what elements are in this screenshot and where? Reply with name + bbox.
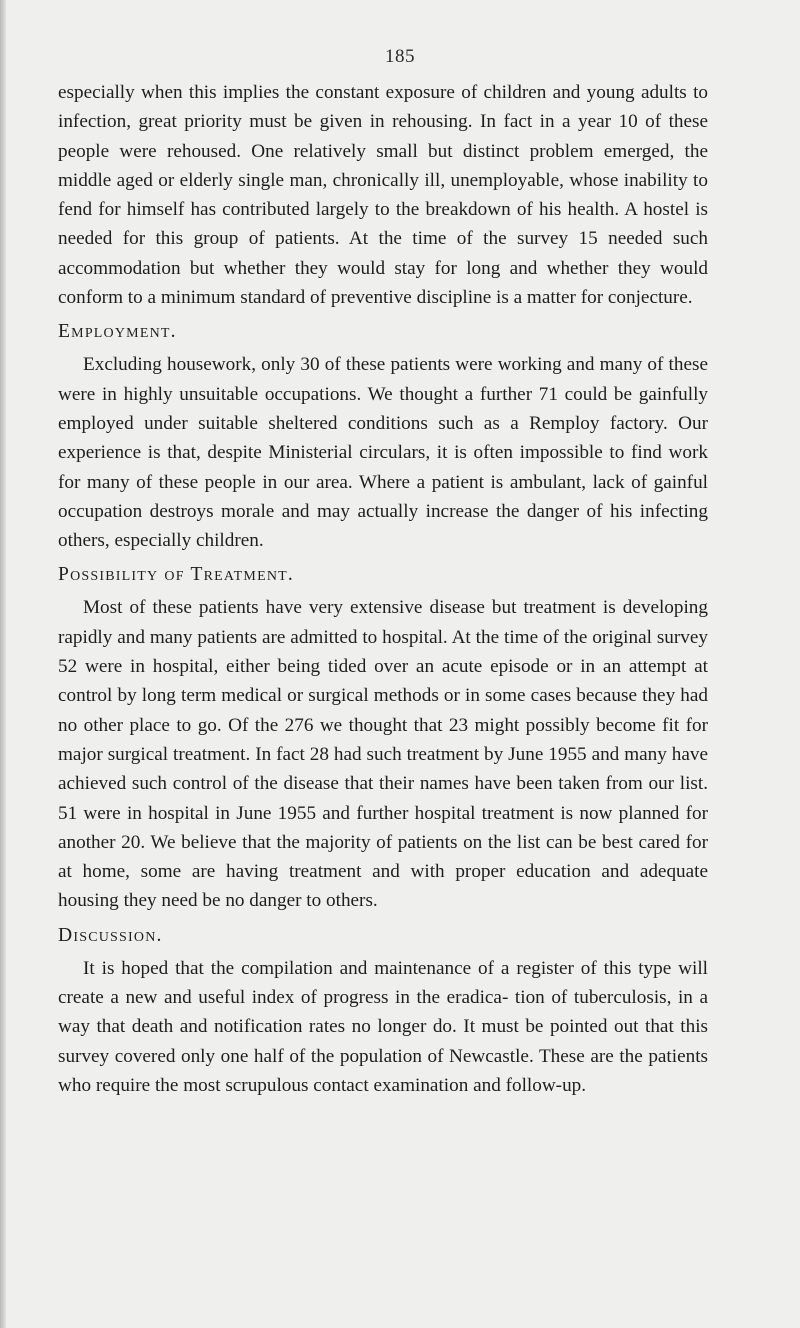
page-number: 185: [385, 46, 415, 67]
paragraph-employment: Excluding housework, only 30 of these patients were working and many of these were in highly unsuitable occupations. We thought a further 71 could be gainfully employed under suitable sheltered conditions such as a Remploy factory. Our experience is that, despite Ministerial circulars, it is often impossible to find work for many of these people in our area. Where a patient is ambulant, lack of gainful occupation destroys morale and may actually increase the danger of his infecting others, especially children.: [58, 354, 708, 552]
page-binding-edge: [0, 0, 6, 1328]
paragraph-treatment: Most of these patients have very extensive disease but treatment is developing rapidly and many patients are admitted to hospital. At the time of the original survey 52 were in hospital, either being tided over an acute episode or in an attempt at control by long term medical or surgical methods or in some cases because they had no other place to go. Of the 276 we thought that 23 might possibly become fit for major surgical treatment. In fact 28 had such treatment by June 1955 and many have achieved such control of the disease that their names have been taken from our list. 51 were in hospital in June 1955 and further hospital treatment is now planned for another 20. We believe that the majority of patients on the list can be best cared for at home, some are having treatment and with proper education and adequate housing they need be no danger to others.: [58, 597, 708, 912]
heading-treatment: Possibility of Treatment.: [58, 564, 294, 586]
heading-employment: Employment.: [58, 321, 177, 343]
page-body: [58, 78, 708, 1100]
paragraph-discussion: It is hoped that the compilation and maintenance of a register of this type will create a new and useful index of progress in the eradica- tion of tuberculosis, in a way that death and notification rates no longer do. It must be pointed out that this survey covered only one half of the population of Newcastle. These are the patients who require the most scrupulous contact examination and follow-up.: [58, 957, 708, 1096]
heading-discussion: Discussion.: [58, 924, 163, 946]
paragraph-intro: especially when this implies the constant exposure of children and young adults to infection, great priority must be given in rehousing. In fact in a year 10 of these people were rehoused. One relatively small but distinct problem emerged, the middle aged or elderly single man, chronically ill, unemployable, whose inability to fend for himself has contributed largely to the breakdown of his health. A hostel is needed for this group of patients. At the time of the survey 15 needed such accommodation but whether they would stay for long and whether they would conform to a minimum standard of preventive discipline is a matter for conjecture.: [58, 82, 708, 309]
